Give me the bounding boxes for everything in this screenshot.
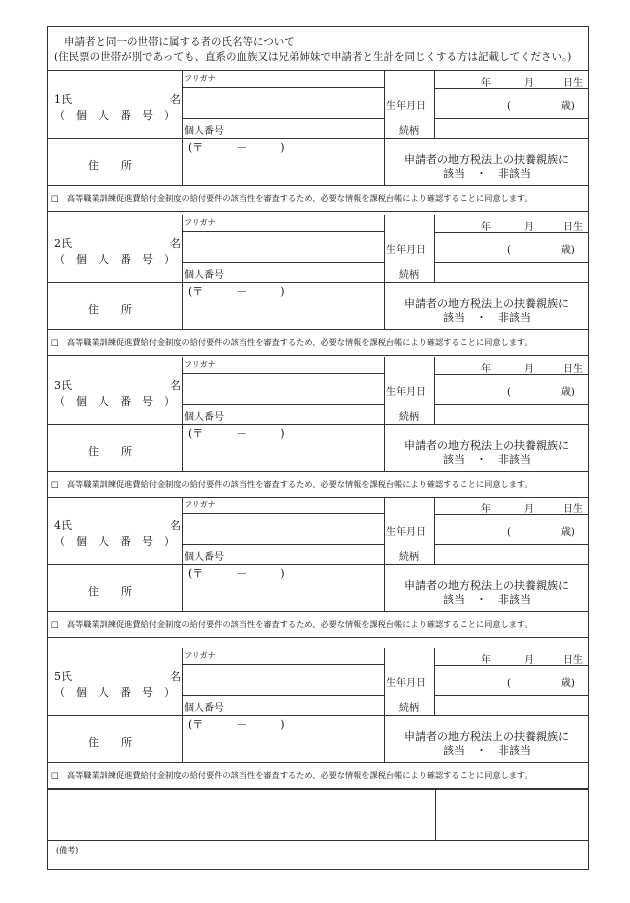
day-label: 日生: [563, 222, 583, 233]
consent-checkbox-text[interactable]: □ 高等職業訓練促進費給付金制度の給付要件の該当性を審査するため、必要な情報を課税台帳により確認することに同意します。: [51, 337, 533, 347]
furigana-label: フリガナ: [184, 74, 216, 83]
form-title: 申請者と同一の世帯に属する者の氏名等について: [64, 36, 295, 48]
birthdate-label: 生年月日: [386, 101, 426, 112]
my-number-paren-label: （ 個 人 番 号 ）: [54, 535, 175, 548]
my-number-paren-label: （ 個 人 番 号 ）: [54, 253, 175, 266]
dependent-status-line2: 該当 ・ 非該当: [443, 744, 531, 757]
year-label: 年: [481, 364, 491, 375]
surname-label: 氏: [61, 237, 72, 250]
postal-code-label: (〒 － ): [188, 567, 285, 580]
my-number-label: 個人番号: [184, 552, 224, 563]
surname-label: 氏: [61, 379, 72, 392]
month-label: 月: [524, 655, 534, 666]
member-number: 4: [54, 519, 61, 532]
member-section-5: [48, 648, 588, 789]
birthdate-label: 生年月日: [386, 387, 426, 398]
furigana-label: フリガナ: [184, 218, 216, 227]
address-label: 住 所: [88, 303, 132, 316]
dependent-status-line2: 該当 ・ 非該当: [443, 453, 531, 466]
given-name-label: 名: [170, 93, 181, 106]
given-name-label: 名: [170, 379, 181, 392]
relation-label: 続柄: [399, 703, 419, 714]
birthdate-label: 生年月日: [386, 245, 426, 256]
given-name-label: 名: [170, 237, 181, 250]
dependent-status-line1: 申請者の地方税法上の扶養親族に: [404, 439, 569, 452]
relation-label: 続柄: [399, 126, 419, 137]
my-number-paren-label: （ 個 人 番 号 ）: [54, 686, 175, 699]
divider: [435, 789, 436, 840]
form-header: [48, 27, 588, 71]
furigana-label: フリガナ: [184, 360, 216, 369]
household-members-form: [47, 26, 589, 870]
name-label-row: [54, 668, 72, 684]
furigana-label: フリガナ: [184, 500, 216, 509]
remarks-label: (備考): [56, 846, 79, 855]
consent-checkbox-text[interactable]: □ 高等職業訓練促進費給付金制度の給付要件の該当性を審査するため、必要な情報を課税台帳により確認することに同意します。: [51, 619, 533, 629]
postal-code-label: (〒 － ): [188, 718, 285, 731]
age-label: ( 歳): [507, 101, 575, 112]
month-label: 月: [524, 364, 534, 375]
relation-label: 続柄: [399, 412, 419, 423]
my-number-label: 個人番号: [184, 126, 224, 137]
name-label-row: [54, 91, 72, 107]
postal-code-label: (〒 － ): [188, 427, 285, 440]
address-label: 住 所: [88, 445, 132, 458]
age-label: ( 歳): [507, 678, 575, 689]
form-note: (住民票の世帯が別であっても、直系の血族又は兄弟姉妹で申請者と生計を同じくする方は記載してください。): [54, 51, 572, 63]
name-label-row: [54, 377, 72, 393]
surname-label: 氏: [61, 670, 72, 683]
member-number: 5: [54, 670, 61, 683]
age-label: ( 歳): [507, 527, 575, 538]
year-label: 年: [481, 78, 491, 89]
member-section-4: [48, 497, 588, 638]
year-label: 年: [481, 504, 491, 515]
relation-label: 続柄: [399, 270, 419, 281]
address-label: 住 所: [88, 585, 132, 598]
month-label: 月: [524, 222, 534, 233]
address-label: 住 所: [88, 736, 132, 749]
my-number-label: 個人番号: [184, 703, 224, 714]
my-number-paren-label: （ 個 人 番 号 ）: [54, 395, 175, 408]
member-section-3: [48, 357, 588, 498]
consent-checkbox-text[interactable]: □ 高等職業訓練促進費給付金制度の給付要件の該当性を審査するため、必要な情報を課税台帳により確認することに同意します。: [51, 479, 533, 489]
member-number: 3: [54, 379, 61, 392]
age-label: ( 歳): [507, 245, 575, 256]
day-label: 日生: [563, 78, 583, 89]
postal-code-label: (〒 － ): [188, 285, 285, 298]
member-section-2: [48, 215, 588, 356]
birthdate-label: 生年月日: [386, 527, 426, 538]
relation-label: 続柄: [399, 552, 419, 563]
dependent-status-line1: 申請者の地方税法上の扶養親族に: [404, 153, 569, 166]
member-number: 1: [54, 93, 61, 106]
month-label: 月: [524, 504, 534, 515]
name-label-row: [54, 517, 72, 533]
given-name-label: 名: [170, 670, 181, 683]
year-label: 年: [481, 222, 491, 233]
furigana-label: フリガナ: [184, 651, 216, 660]
surname-label: 氏: [61, 93, 72, 106]
divider: [48, 789, 588, 790]
given-name-label: 名: [170, 519, 181, 532]
my-number-label: 個人番号: [184, 412, 224, 423]
my-number-paren-label: （ 個 人 番 号 ）: [54, 109, 175, 122]
consent-checkbox-text[interactable]: □ 高等職業訓練促進費給付金制度の給付要件の該当性を審査するため、必要な情報を課税台帳により確認することに同意します。: [51, 770, 533, 780]
divider: [48, 840, 588, 841]
consent-checkbox-text[interactable]: □ 高等職業訓練促進費給付金制度の給付要件の該当性を審査するため、必要な情報を課税台帳により確認することに同意します。: [51, 193, 533, 203]
member-section-1: [48, 71, 588, 212]
postal-code-label: (〒 － ): [188, 141, 285, 154]
dependent-status-line2: 該当 ・ 非該当: [443, 311, 531, 324]
day-label: 日生: [563, 504, 583, 515]
dependent-status-line1: 申請者の地方税法上の扶養親族に: [404, 297, 569, 310]
name-label-row: [54, 235, 72, 251]
day-label: 日生: [563, 655, 583, 666]
dependent-status-line2: 該当 ・ 非該当: [443, 167, 531, 180]
month-label: 月: [524, 78, 534, 89]
dependent-status-line1: 申請者の地方税法上の扶養親族に: [404, 579, 569, 592]
address-label: 住 所: [88, 159, 132, 172]
dependent-status-line2: 該当 ・ 非該当: [443, 593, 531, 606]
member-number: 2: [54, 237, 61, 250]
day-label: 日生: [563, 364, 583, 375]
birthdate-label: 生年月日: [386, 678, 426, 689]
my-number-label: 個人番号: [184, 270, 224, 281]
age-label: ( 歳): [507, 387, 575, 398]
year-label: 年: [481, 655, 491, 666]
surname-label: 氏: [61, 519, 72, 532]
dependent-status-line1: 申請者の地方税法上の扶養親族に: [404, 730, 569, 743]
